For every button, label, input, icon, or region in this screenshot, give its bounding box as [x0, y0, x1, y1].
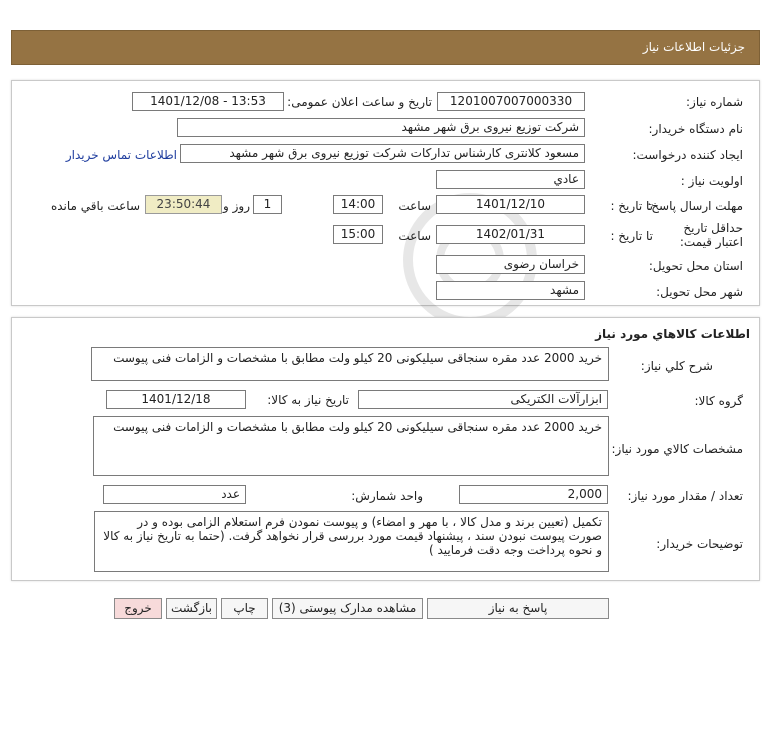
attachments-button[interactable]: مشاهده مدارک پیوستی (3): [272, 598, 423, 619]
summary-field: خرید 2000 عدد مقره سنجاقی سیلیکونی 20 کیلو ولت مطابق با مشخصات و الزامات فنی پیوست: [91, 347, 609, 381]
group-field: ابزارآلات الکتریکی: [358, 390, 608, 409]
validity-label-text: حداقل تاریخ اعتبار قیمت:: [679, 221, 743, 249]
quantity-label: تعداد / مقدار مورد نیاز:: [627, 489, 743, 503]
creator-field: مسعود کلانتری کارشناس تدارکات شرکت توزیع نیروی برق شهر مشهد: [180, 144, 585, 163]
remaining-time-field: 23:50:44: [145, 195, 222, 214]
province-label: استان محل تحویل:: [648, 259, 743, 273]
need-number-field: 1201007007000330: [437, 92, 585, 111]
days-field: 1: [253, 195, 282, 214]
validity-date-field: 1402/01/31: [436, 225, 585, 244]
buyer-notes-field: تکمیل (تعیین برند و مدل کالا ، با مهر و امضاء) و پیوست نمودن فرم استعلام الزامی بوده و در صورت پیوست نبودن سند ، پیشنهاد قیمت مورد بررسی قرار نخواهد گرفت. (حتما به تاریخ نیاز به کالا و نحوه پرداخت وجه دقت فرمایید ): [94, 511, 609, 572]
validity-time-label: ساعت: [398, 229, 431, 243]
creator-label: ایجاد کننده درخواست:: [632, 148, 743, 162]
province-field: خراسان رضوی: [436, 255, 585, 274]
send-time-field: 14:00: [333, 195, 383, 214]
validity-label: [658, 221, 743, 249]
buyer-org-label: نام دستگاه خریدار:: [648, 122, 743, 136]
back-button[interactable]: بازگشت: [166, 598, 217, 619]
buyer-org-field: شرکت توزیع نیروی برق شهر مشهد: [177, 118, 585, 137]
group-label: گروه کالا:: [694, 394, 743, 408]
city-field: مشهد: [436, 281, 585, 300]
need-date-label: تاریخ نیاز به کالا:: [267, 393, 349, 407]
quantity-field: 2,000: [459, 485, 608, 504]
announce-field: 1401/12/08 - 13:53: [132, 92, 284, 111]
print-button[interactable]: چاپ: [221, 598, 268, 619]
days-label: روز و: [223, 199, 250, 213]
announce-label: تاریخ و ساعت اعلان عمومی:: [287, 95, 432, 109]
specs-label: مشخصات کالاي مورد نياز:: [611, 442, 743, 456]
priority-field: عادي: [436, 170, 585, 189]
validity-time-field: 15:00: [333, 225, 383, 244]
buyer-notes-label: توضیحات خریدار:: [656, 537, 743, 551]
validity-until-date-label: تا تاریخ :: [610, 229, 653, 243]
need-date-field: 1401/12/18: [106, 390, 246, 409]
buyer-contact-link[interactable]: اطلاعات تماس خریدار: [65, 148, 177, 162]
summary-label: شرح کلي نياز:: [640, 359, 713, 373]
page-title: جزئیات اطلاعات نیاز: [642, 40, 745, 54]
send-date-field: 1401/12/10: [436, 195, 585, 214]
send-deadline-label: مهلت ارسال پاسخ:: [647, 199, 743, 213]
city-label: شهر محل تحویل:: [656, 285, 743, 299]
send-until-date-label: تا تاریخ :: [610, 199, 653, 213]
unit-label: واحد شمارش:: [351, 489, 423, 503]
need-number-label: شماره نیاز:: [686, 95, 743, 109]
unit-field: عدد: [103, 485, 246, 504]
page-header: [11, 30, 760, 65]
priority-label: اولویت نیاز :: [680, 174, 743, 188]
send-time-label: ساعت: [398, 199, 431, 213]
need-info-panel: [11, 80, 760, 306]
specs-field: خرید 2000 عدد مقره سنجاقی سیلیکونی 20 کیلو ولت مطابق با مشخصات و الزامات فنی پیوست: [93, 416, 609, 476]
reply-button[interactable]: پاسخ به نیاز: [427, 598, 609, 619]
goods-section-title: اطلاعات کالاهاي مورد نياز: [595, 327, 750, 341]
exit-button[interactable]: خروج: [114, 598, 162, 619]
remaining-label: ساعت باقي مانده: [50, 199, 140, 213]
